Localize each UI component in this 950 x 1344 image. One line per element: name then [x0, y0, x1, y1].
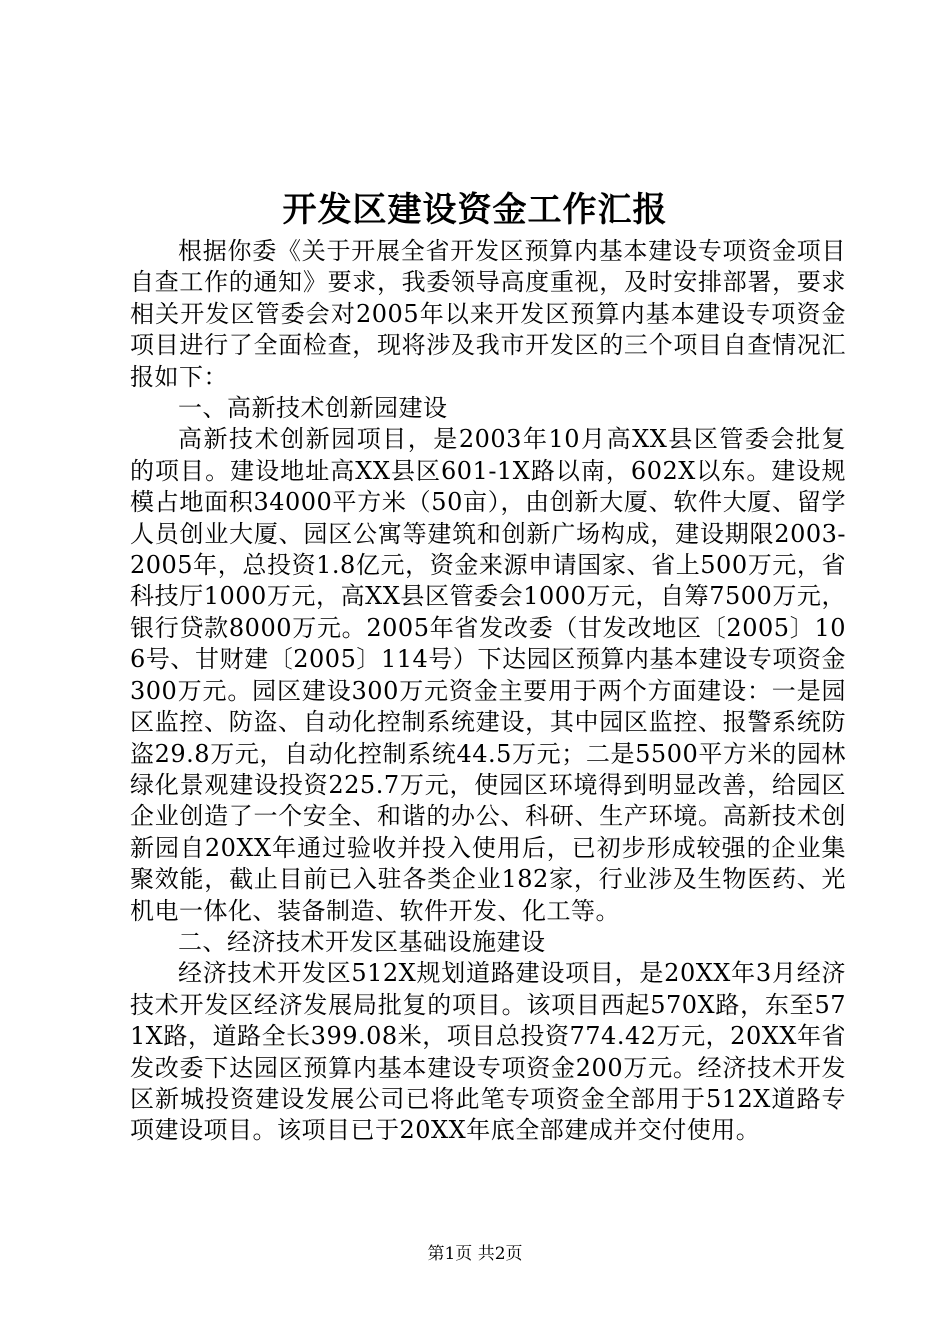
- section-heading-1: 一、高新技术创新园建设: [178, 394, 448, 423]
- section-heading-2: 二、经济技术开发区基础设施建设: [178, 927, 546, 956]
- section-2-paragraph: 经济技术开发区512X规划道路建设项目，是20XX年3月经济技术开发区经济发展局批复的项目。该项目西起570X路，东至571X路，道路全长399.08米，项目总投资774.42万元，20XX年省发改委下达园区预算内基本建设专项资金200万元。经济技术开发区新城投资建设发展公司已将此笔专项资金全部用于512X道路专项建设项目。该项目已于20XX年底全部建成并交付使用。: [130, 959, 846, 1145]
- intro-paragraph: 根据你委《关于开展全省开发区预算内基本建设专项资金项目自查工作的通知》要求，我委领导高度重视，及时安排部署，要求相关开发区管委会对2005年以来开发区预算内基本建设专项资金项目进行了全面检查，现将涉及我市开发区的三个项目自查情况汇报如下：: [130, 237, 846, 391]
- document-body: [130, 236, 846, 1147]
- section-1-paragraph: 高新技术创新园项目，是2003年10月高XX县区管委会批复的项目。建设地址高XX县区601-1X路以南，602X以东。建设规模占地面积34000平方米（50亩），由创新大厦、软件大厦、留学人员创业大厦、园区公寓等建筑和创新广场构成，建设期限2003-2005年，总投资1.8亿元，资金来源申请国家、省上500万元，省科技厅1000万元，高XX县区管委会1000万元，自筹7500万元，银行贷款8000万元。2005年省发改委（甘发改地区〔2005〕106号、甘财建〔2005〕114号）下达园区预算内基本建设专项资金300万元。园区建设300万元资金主要用于两个方面建设：一是园区监控、防盗、自动化控制系统建设，其中园区监控、报警系统防盗29.8万元，自动化控制系统44.5万元；二是5500平方米的园林绿化景观建设投资225.7万元，使园区环境得到明显改善，给园区企业创造了一个安全、和谐的办公、科研、生产环境。高新技术创新园自20XX年通过验收并投入使用后，已初步形成较强的企业集聚效能，截止目前已入驻各类企业182家，行业涉及生物医药、光机电一体化、装备制造、软件开发、化工等。: [130, 425, 846, 925]
- document-title: 开发区建设资金工作汇报: [282, 190, 668, 230]
- page-footer: 第1页 共2页: [427, 1244, 523, 1264]
